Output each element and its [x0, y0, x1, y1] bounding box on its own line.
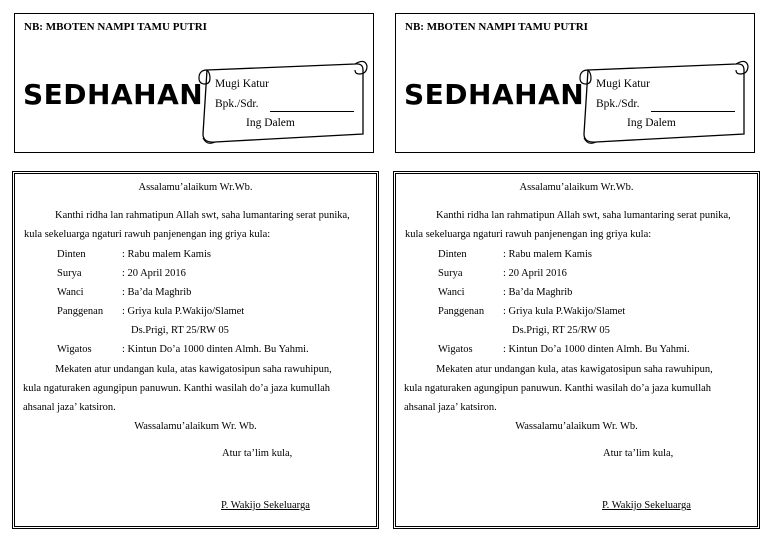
envelope-label-right — [395, 13, 755, 153]
detail-value: : Rabu malem Kamis — [122, 249, 211, 260]
detail-value: : Griya kula P.Wakijo/Slamet — [503, 306, 626, 317]
intro-line-2: kula sekeluarga ngaturi rawuh panjenengan ing griya kula: — [405, 229, 652, 240]
detail-label: Wigatos — [438, 344, 473, 355]
name-blank-line — [270, 111, 354, 112]
detail-label: Wanci — [438, 287, 465, 298]
detail-value: : Kintun Do’a 1000 dinten Almh. Bu Yahmi. — [503, 344, 690, 355]
invitation-card-left — [12, 171, 379, 529]
envelope-note: NB: MBOTEN NAMPI TAMU PUTRI — [24, 21, 207, 33]
detail-label: Surya — [438, 268, 463, 279]
intro-line-2: kula sekeluarga ngaturi rawuh panjenengan ing griya kula: — [24, 229, 271, 240]
greeting-open: Assalamu’alaikum Wr.Wb. — [519, 182, 634, 193]
signature: P. Wakijo Sekeluarga — [602, 500, 691, 511]
detail-label: Panggenan — [57, 306, 104, 317]
greeting-close: Wassalamu’alaikum Wr. Wb. — [134, 421, 257, 432]
closing-line-1: Mekaten atur undangan kula, atas kawigatosipun saha rawuhipun, — [55, 364, 332, 375]
invitation-card-right — [393, 171, 760, 529]
detail-label: Dinten — [57, 249, 86, 260]
scroll-line-2: Bpk./Sdr. — [215, 98, 259, 110]
detail-value: : Ba’da Maghrib — [122, 287, 192, 298]
closing-line-2: kula ngaturaken agungipun panuwun. Kanthi wasilah do’a jaza kumullah — [404, 383, 712, 394]
envelope-label-left — [14, 13, 374, 153]
regards: Atur ta’lim kula, — [222, 448, 293, 459]
closing-line-2: kula ngaturaken agungipun panuwun. Kanthi wasilah do’a jaza kumullah — [23, 383, 331, 394]
signature: P. Wakijo Sekeluarga — [221, 500, 310, 511]
detail-label: Panggenan — [438, 306, 485, 317]
detail-label: Dinten — [438, 249, 467, 260]
closing-line-3: ahsanal jaza’ katsiron. — [23, 402, 116, 413]
address-scroll — [195, 54, 370, 146]
closing-line-3: ahsanal jaza’ katsiron. — [404, 402, 497, 413]
detail-value: : 20 April 2016 — [122, 268, 186, 279]
detail-value: : 20 April 2016 — [503, 268, 567, 279]
detail-value: : Griya kula P.Wakijo/Slamet — [122, 306, 245, 317]
detail-value: : Ba’da Maghrib — [503, 287, 573, 298]
scroll-line-3: Ing Dalem — [627, 117, 676, 129]
name-blank-line — [651, 111, 735, 112]
intro-line-1: Kanthi ridha lan rahmatipun Allah swt, saha lumantaring serat punika, — [436, 210, 731, 221]
intro-line-1: Kanthi ridha lan rahmatipun Allah swt, saha lumantaring serat punika, — [55, 210, 350, 221]
detail-value: Ds.Prigi, RT 25/RW 05 — [512, 325, 610, 336]
detail-label: Surya — [57, 268, 82, 279]
address-scroll — [576, 54, 751, 146]
envelope-note: NB: MBOTEN NAMPI TAMU PUTRI — [405, 21, 588, 33]
envelope-title: SEDHAHAN — [23, 78, 204, 111]
scroll-line-1: Mugi Katur — [215, 78, 269, 90]
detail-label: Wanci — [57, 287, 84, 298]
detail-label: Wigatos — [57, 344, 92, 355]
greeting-close: Wassalamu’alaikum Wr. Wb. — [515, 421, 638, 432]
detail-value: : Rabu malem Kamis — [503, 249, 592, 260]
scroll-line-2: Bpk./Sdr. — [596, 98, 640, 110]
scroll-line-3: Ing Dalem — [246, 117, 295, 129]
envelope-title: SEDHAHAN — [404, 78, 585, 111]
detail-value: Ds.Prigi, RT 25/RW 05 — [131, 325, 229, 336]
closing-line-1: Mekaten atur undangan kula, atas kawigatosipun saha rawuhipun, — [436, 364, 713, 375]
scroll-line-1: Mugi Katur — [596, 78, 650, 90]
greeting-open: Assalamu’alaikum Wr.Wb. — [138, 182, 253, 193]
regards: Atur ta’lim kula, — [603, 448, 674, 459]
detail-value: : Kintun Do’a 1000 dinten Almh. Bu Yahmi. — [122, 344, 309, 355]
